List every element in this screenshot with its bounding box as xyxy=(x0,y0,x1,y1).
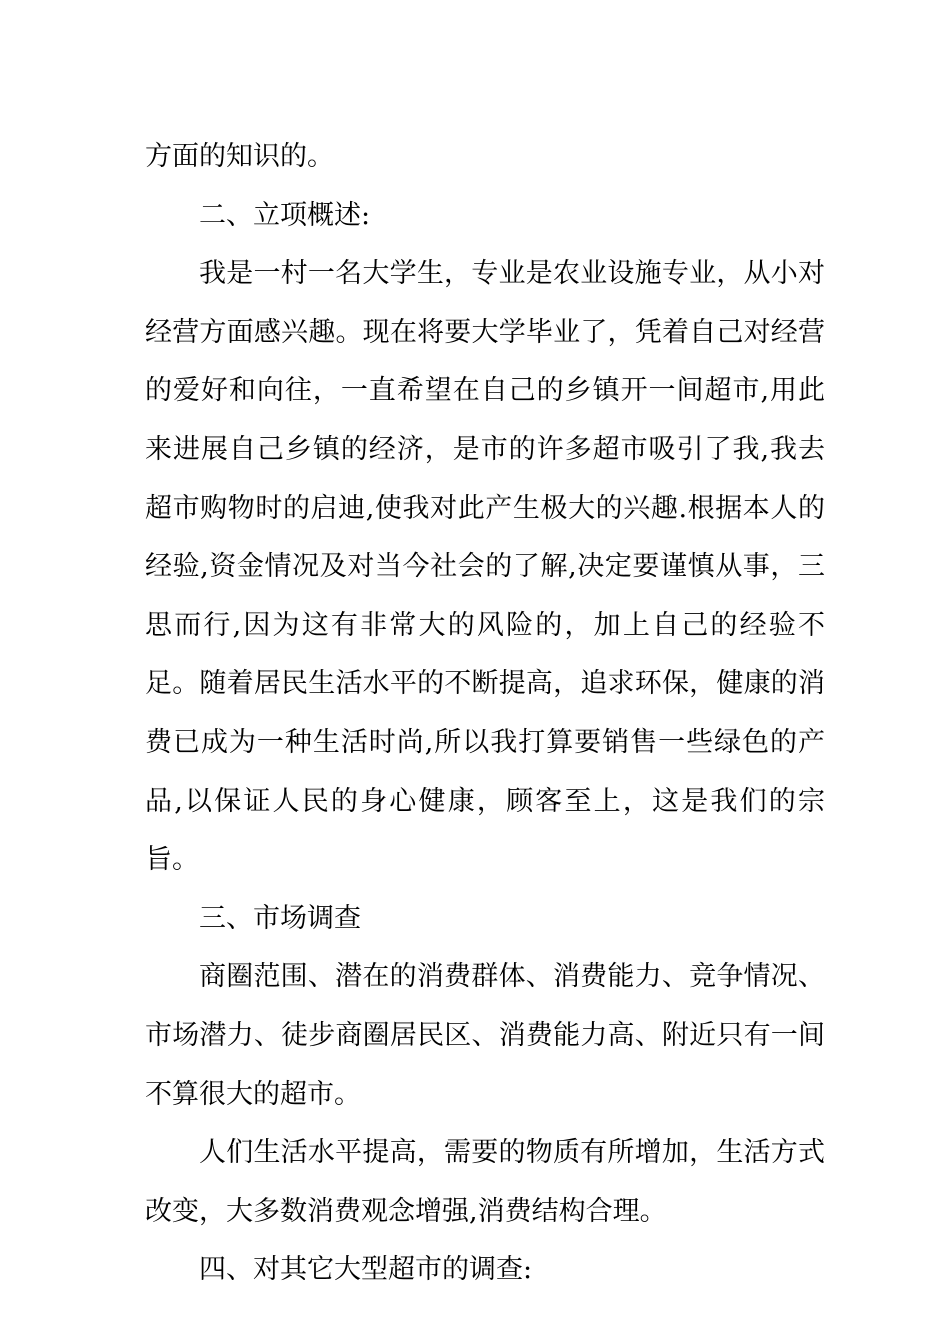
section-heading-project-overview: 二、立项概述: xyxy=(199,199,371,231)
paragraph-continuation: 方面的知识的。 xyxy=(145,141,334,172)
paragraph-market-scope: 商圈范围、潜在的消费群体、消费能力、竞争情况、市场潜力、徒步商圈居民区、消费能力高、附近只有一间不算很大的超市。 xyxy=(145,961,825,1110)
paragraph-consumer-trends: 人们生活水平提高，需要的物质有所增加，生活方式改变，大多数消费观念增强,消费结构合理。 xyxy=(145,1137,825,1227)
section-heading-market-survey: 三、市场调查 xyxy=(199,902,361,934)
section-heading-competitor-survey: 四、对其它大型超市的调查: xyxy=(199,1254,533,1286)
paragraph-project-overview: 我是一村一名大学生，专业是农业设施专业，从小对经营方面感兴趣。现在将要大学毕业了，凭着自己对经营的爱好和向往，一直希望在自己的乡镇开一间超市,用此来进展自己乡镇的经济，是市的许多超市吸引了我,我去超市购物时的启迪,使我对此产生极大的兴趣.根据本人的经验,资金情况及对当今社会的了解,决定要谨慎从事，三思而行,因为这有非常大的风险的，加上自己的经验不足。随着居民生活水平的不断提高，追求环保，健康的消费已成为一种生活时尚,所以我打算要销售一些绿色的产品,以保证人民的身心健康，顾客至上，这是我们的宗旨。 xyxy=(145,258,825,876)
document-body xyxy=(145,128,825,1300)
